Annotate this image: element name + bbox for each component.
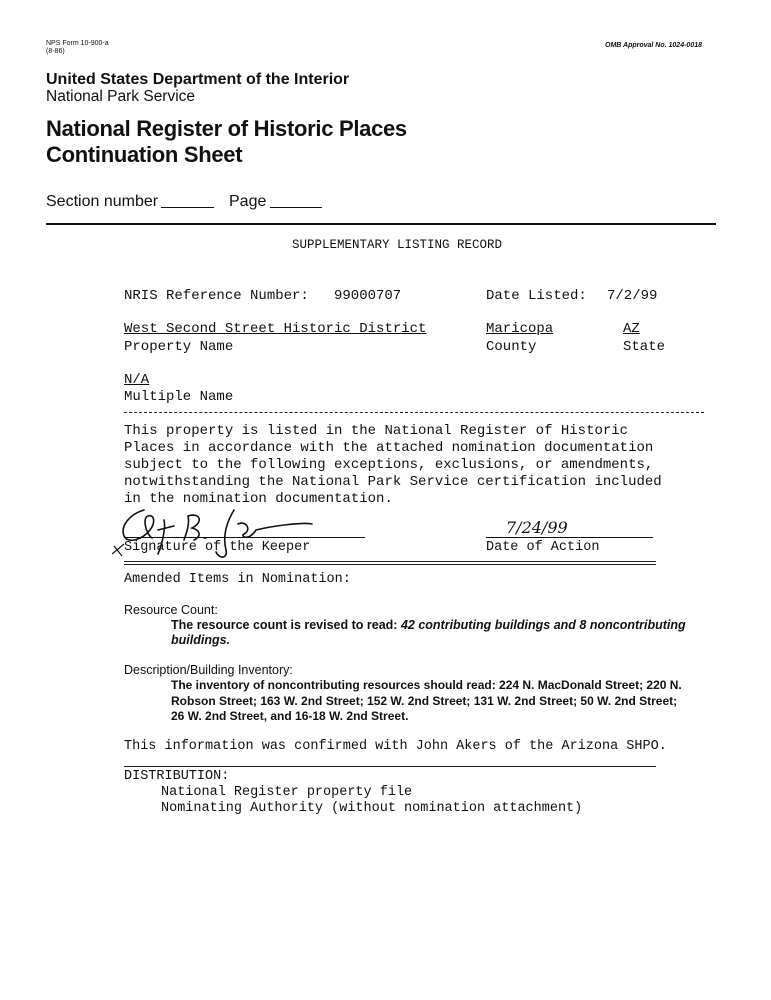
form-number: NPS Form 10-900-a [46, 40, 109, 47]
distribution-item: National Register property file [161, 785, 413, 800]
date-listed-value: 7/2/99 [607, 288, 658, 304]
county-label: County [486, 339, 537, 355]
property-name-label: Property Name [124, 339, 234, 355]
agency-name: National Park Service [46, 88, 196, 105]
page-blank [270, 207, 322, 208]
signature-label: Signature of the Keeper [124, 540, 311, 555]
dashed-divider [124, 412, 704, 413]
inventory-line: 26 W. 2nd Street, and 16-18 W. 2nd Street. [171, 709, 409, 723]
statement-line: Places in accordance with the attached nomination documentation [124, 440, 654, 456]
statement-line: This property is listed in the National Register of Historic [124, 423, 629, 439]
inventory-line: The inventory of noncontributing resources should read: 224 N. MacDonald Street; 220 N. [171, 678, 682, 692]
header-rule [46, 223, 716, 225]
section-number-blank [161, 207, 214, 208]
property-name: West Second Street Historic District [124, 321, 427, 337]
multiple-name-label: Multiple Name [124, 389, 234, 405]
inventory-line: Robson Street; 163 W. 2nd Street; 152 W. 2nd Street; 131 W. 2nd Street; 50 W. 2nd Street; [171, 694, 678, 708]
state-label: State [623, 339, 666, 355]
form-title-line1: National Register of Historic Places [46, 116, 407, 141]
resource-count-text-cont: buildings. [171, 633, 231, 647]
date-listed-label: Date Listed: [486, 288, 587, 304]
state-value: AZ [623, 321, 640, 337]
confirmation-note: This information was confirmed with John Akers of the Arizona SHPO. [124, 739, 667, 754]
statement-line: notwithstanding the National Park Service certification included [124, 474, 662, 490]
resource-count-text [171, 618, 686, 632]
resource-count-value: 42 contributing buildings and 8 noncontributing [400, 618, 686, 632]
form-title-line2: Continuation Sheet [46, 142, 243, 167]
amended-items-label: Amended Items in Nomination: [124, 572, 351, 587]
signature-line [124, 537, 365, 538]
page-label: Page [229, 193, 267, 210]
distribution-rule [124, 766, 656, 767]
department-name: United States Department of the Interior [46, 71, 350, 88]
county-value: Maricopa [486, 321, 554, 337]
form-revision: (8-86) [46, 48, 65, 55]
distribution-item: Nominating Authority (without nomination attachment) [161, 801, 583, 816]
distribution-label: DISTRIBUTION: [124, 769, 230, 784]
keeper-signature-scribble [112, 500, 322, 570]
inventory-heading: Description/Building Inventory: [124, 663, 293, 677]
double-divider [124, 561, 656, 565]
record-heading: SUPPLEMENTARY LISTING RECORD [292, 238, 503, 252]
section-number-label: Section number [46, 193, 159, 210]
resource-count-prefix: The resource count is revised to read: [171, 618, 401, 632]
date-of-action-line [486, 537, 653, 538]
nris-label: NRIS Reference Number: [124, 288, 309, 304]
date-of-action-handwritten: 7/24/99 [506, 518, 568, 537]
date-of-action-label: Date of Action [486, 540, 600, 555]
statement-line: in the nomination documentation. [124, 491, 393, 507]
multiple-name-value: N/A [124, 372, 150, 388]
nris-number: 99000707 [334, 288, 402, 304]
resource-count-heading: Resource Count: [124, 603, 218, 617]
statement-line: subject to the following exceptions, exclusions, or amendments, [124, 457, 654, 473]
omb-approval: OMB Approval No. 1024-0018 [605, 42, 702, 49]
